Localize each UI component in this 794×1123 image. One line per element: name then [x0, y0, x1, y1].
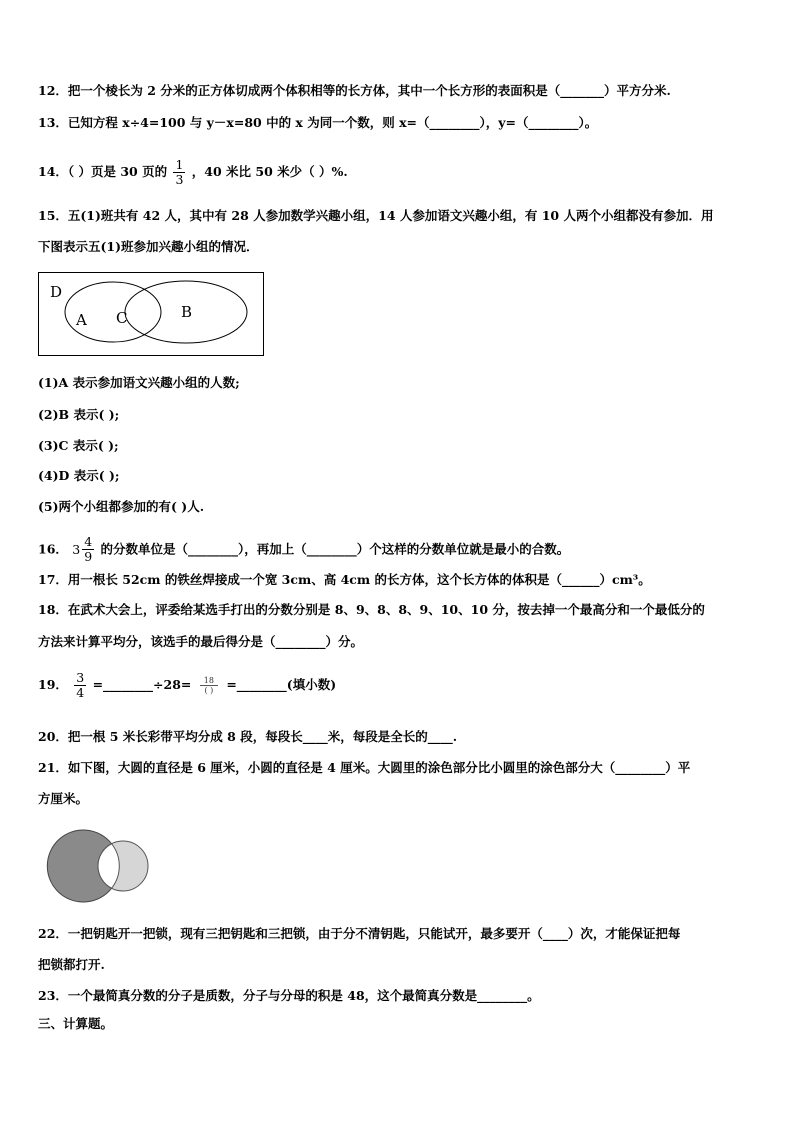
label-a: A [76, 311, 87, 329]
question-15-line2: 下图表示五(1)班参加兴趣小组的情况． [38, 239, 259, 254]
fraction-eighteen-over-blank [200, 676, 218, 695]
question-15-sub5: (5)两个小组都参加的有( )人. [38, 499, 205, 514]
fraction-numerator: 18 [200, 676, 218, 686]
question-15-sub1: (1)A 表示参加语文兴趣小组的人数; [38, 375, 240, 390]
label-d: D [50, 283, 63, 301]
q19-prefix: 19． [38, 677, 68, 692]
question-19 [38, 671, 336, 700]
question-17: 17．用一根长 52cm 的铁丝焊接成一个宽 3cm、高 4cm 的长方体，这个长方体的体积是（______）cm³。 [38, 572, 651, 587]
q19-part1: =________÷28= [92, 677, 192, 692]
fraction-denominator: 3 [175, 172, 184, 187]
question-18-line1: 18．在武术大会上，评委给某选手打出的分数分别是 8、9、8、8、9、10、10 分，按去掉一个最高分和一个最低分的 [38, 602, 705, 617]
fraction-denominator: 9 [84, 549, 93, 564]
q14-prefix: 14．（ ）页是 30 页的 [38, 164, 168, 179]
fraction-one-third [173, 158, 185, 187]
question-16 [38, 535, 569, 564]
question-14 [38, 158, 348, 187]
label-b: B [181, 303, 193, 321]
fraction-denominator: ( ) [204, 686, 214, 695]
q16-suffix: 的分数单位是（________），再加上（________）个这样的分数单位就是最小的合数。 [100, 541, 570, 557]
question-21-line1: 21．如下图，大圆的直径是 6 厘米，小圆的直径是 4 厘米。大圆里的涂色部分比小圆里的涂色部分大（________）平 [38, 760, 691, 775]
q14-suffix: ，40 米比 50 米少（ ）%. [191, 164, 348, 179]
question-12: 12．把一个棱长为 2 分米的正方体切成两个体积相等的长方体，其中一个长方形的表面积是（_______）平方分米. [38, 83, 671, 98]
question-20: 20．把一根 5 米长彩带平均分成 8 段，每段长____米，每段是全长的____. [38, 729, 458, 744]
question-21-line2: 方厘米。 [38, 791, 89, 806]
venn-frame [39, 273, 264, 356]
fraction-three-quarters [74, 671, 86, 700]
circles-figure [42, 829, 154, 905]
venn-diagram [38, 272, 264, 356]
fraction-numerator: 4 [84, 534, 93, 549]
label-c: C [116, 309, 128, 327]
fraction-denominator: 4 [76, 685, 85, 700]
question-15-sub4: (4)D 表示( ); [38, 468, 120, 483]
question-15-sub3: (3)C 表示( ); [38, 438, 119, 453]
q19-part2: =________(填小数) [226, 677, 337, 692]
question-15-line1: 15．五(1)班共有 42 人，其中有 28 人参加数学兴趣小组，14 人参加语文兴趣小组，有 10 人两个小组都没有参加．用 [38, 208, 714, 223]
mixed-number [72, 535, 96, 564]
question-18-line2: 方法来计算平均分，该选手的最后得分是（________）分。 [38, 634, 364, 649]
fraction-numerator: 1 [175, 157, 184, 172]
mixed-fraction [82, 535, 94, 564]
question-23: 23．一个最简真分数的分子是质数，分子与分母的积是 48，这个最简真分数是________。 [38, 988, 540, 1003]
section-3-heading: 三、计算题。 [38, 1016, 114, 1031]
fraction-numerator: 3 [76, 670, 85, 685]
question-15-sub2: (2)B 表示( ); [38, 407, 120, 422]
question-13: 13．已知方程 x÷4=100 与 y－x=80 中的 x 为同一个数，则 x=（________），y=（________）。 [38, 115, 598, 130]
question-22-line1: 22．一把钥匙开一把锁，现有三把钥匙和三把锁，由于分不清钥匙，只能试开，最多要开（____）次，才能保证把每 [38, 926, 681, 941]
mixed-whole: 3 [72, 541, 81, 557]
question-22-line2: 把锁都打开. [38, 957, 105, 972]
q16-prefix: 16． [38, 541, 68, 557]
